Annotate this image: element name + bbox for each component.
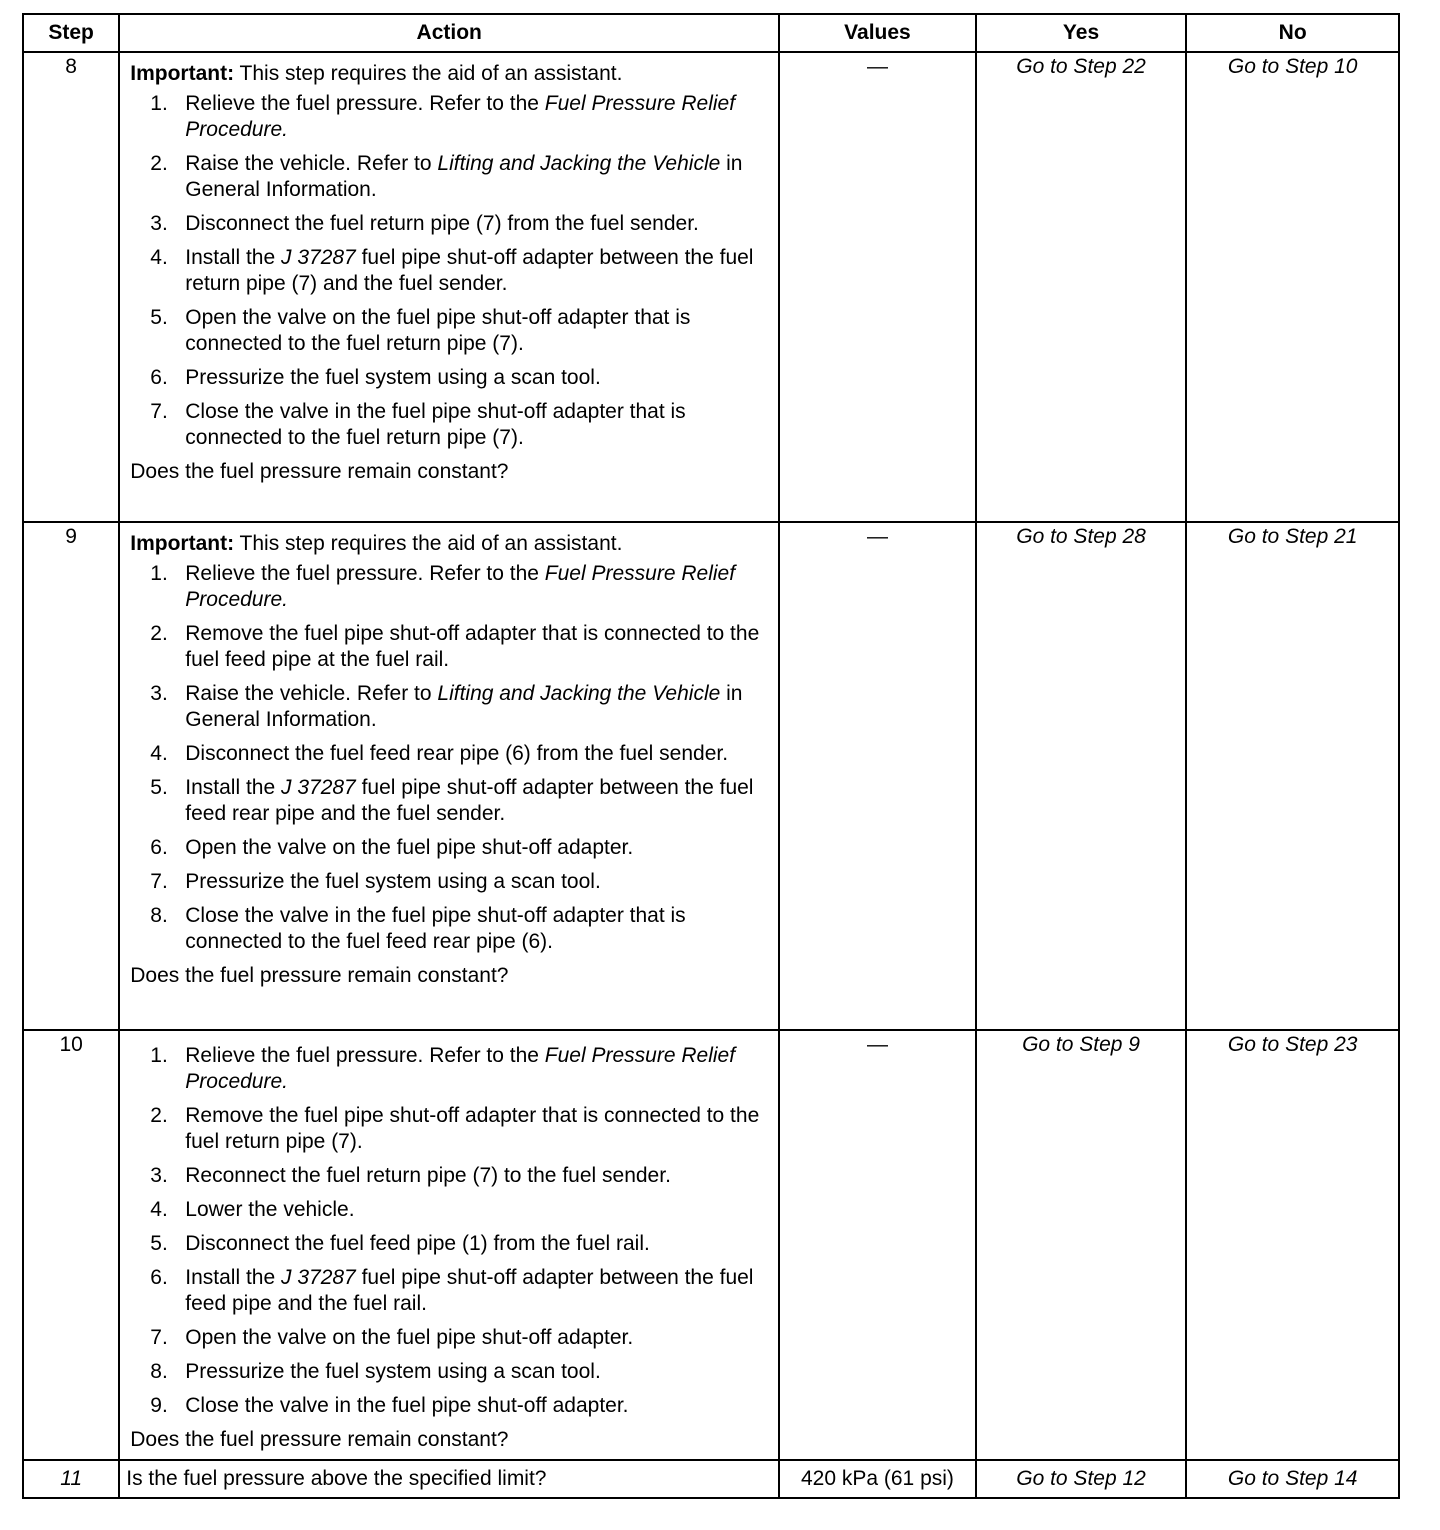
substep-text: in General Information. [185, 682, 743, 731]
substep-text: Relieve the fuel pressure. Refer to the [185, 1044, 545, 1067]
substep-text: Pressurize the fuel system using a scan tool. [185, 366, 601, 389]
substep-number: 7. [150, 1326, 168, 1349]
substep-list [130, 91, 768, 451]
substep-text: Relieve the fuel pressure. Refer to the [185, 562, 545, 585]
substep-number: 5. [150, 1232, 168, 1255]
substep-reference: Lifting and Jacking the Vehicle [437, 152, 721, 175]
header-action: Action [119, 14, 779, 52]
values-cell: — [779, 52, 976, 522]
substep [130, 1163, 768, 1189]
substep-number: 2. [150, 152, 168, 175]
substep-number: 3. [150, 682, 168, 705]
substep-number: 4. [150, 742, 168, 765]
table-row [23, 1460, 1399, 1498]
substep [130, 1265, 768, 1317]
substep-number: 1. [150, 92, 168, 115]
substep-number: 2. [150, 1104, 168, 1127]
substep-number: 7. [150, 870, 168, 893]
values-cell: — [779, 1030, 976, 1460]
values-cell: — [779, 522, 976, 1030]
step-number: 10 [23, 1030, 119, 1460]
substep-reference: Lifting and Jacking the Vehicle [437, 682, 721, 705]
substep-number: 7. [150, 400, 168, 423]
substep-number: 8. [150, 904, 168, 927]
substep-text: Relieve the fuel pressure. Refer to the [185, 92, 545, 115]
substep [130, 621, 768, 673]
substep-number: 6. [150, 836, 168, 859]
substep-number: 6. [150, 366, 168, 389]
table-row [23, 522, 1399, 1030]
substep [130, 903, 768, 955]
substep [130, 151, 768, 203]
substep [130, 1197, 768, 1223]
substep [130, 741, 768, 767]
substep-text: Disconnect the fuel feed rear pipe (6) from the fuel sender. [185, 742, 729, 765]
substep-text: Remove the fuel pipe shut-off adapter that is connected to the fuel feed pipe at the fuel rail. [185, 622, 760, 671]
question: Does the fuel pressure remain constant? [130, 964, 509, 987]
action-cell [119, 1030, 779, 1460]
header-values: Values [779, 14, 976, 52]
substep [130, 1359, 768, 1385]
yes-cell: Go to Step 28 [976, 522, 1187, 1030]
substep-text: Lower the vehicle. [185, 1198, 355, 1221]
step-number: 8 [23, 52, 119, 522]
diagnostic-table [22, 13, 1400, 1499]
substep-reference: J 37287 [281, 776, 356, 799]
step-number: 11 [23, 1460, 119, 1498]
header-no: No [1186, 14, 1399, 52]
substep-list [130, 561, 768, 955]
table-header-row [23, 14, 1399, 52]
yes-cell: Go to Step 12 [976, 1460, 1187, 1498]
substep-reference: J 37287 [281, 246, 356, 269]
substep-text: Raise the vehicle. Refer to [185, 152, 438, 175]
substep-text: Reconnect the fuel return pipe (7) to the fuel sender. [185, 1164, 671, 1187]
substep-number: 6. [150, 1266, 168, 1289]
action-cell [119, 522, 779, 1030]
substep-number: 5. [150, 776, 168, 799]
substep-number: 1. [150, 562, 168, 585]
substep [130, 305, 768, 357]
action-cell [119, 52, 779, 522]
substep-text: Install the [185, 246, 281, 269]
substep-text: Open the valve on the fuel pipe shut-off adapter. [185, 1326, 634, 1349]
substep-number: 5. [150, 306, 168, 329]
substep-text: fuel pipe shut-off adapter between the fuel feed pipe and the fuel rail. [185, 1266, 754, 1315]
substep [130, 869, 768, 895]
step-number: 9 [23, 522, 119, 1030]
yes-cell: Go to Step 22 [976, 52, 1187, 522]
important-note [130, 531, 768, 557]
substep-number: 2. [150, 622, 168, 645]
substep-text: Close the valve in the fuel pipe shut-off adapter. [185, 1394, 629, 1417]
substep-number: 4. [150, 246, 168, 269]
substep-number: 1. [150, 1044, 168, 1067]
yes-cell: Go to Step 9 [976, 1030, 1187, 1460]
substep-reference: Fuel Pressure Relief Procedure. [185, 562, 736, 611]
substep-text: Open the valve on the fuel pipe shut-off adapter that is connected to the fuel return pipe (7). [185, 306, 691, 355]
substep [130, 775, 768, 827]
question: Does the fuel pressure remain constant? [130, 460, 509, 483]
values-cell: 420 kPa (61 psi) [779, 1460, 976, 1498]
substep-text: fuel pipe shut-off adapter between the fuel feed rear pipe and the fuel sender. [185, 776, 754, 825]
substep-text: Close the valve in the fuel pipe shut-off adapter that is connected to the fuel return pipe (7). [185, 400, 686, 449]
no-cell: Go to Step 23 [1186, 1030, 1399, 1460]
substep-reference: Fuel Pressure Relief Procedure. [185, 92, 736, 141]
substep [130, 399, 768, 451]
substep [130, 245, 768, 297]
substep-text: Pressurize the fuel system using a scan tool. [185, 870, 601, 893]
important-text: This step requires the aid of an assistant. [234, 532, 623, 555]
substep-text: Raise the vehicle. Refer to [185, 682, 438, 705]
no-cell: Go to Step 21 [1186, 522, 1399, 1030]
substep [130, 1043, 768, 1095]
substep [130, 561, 768, 613]
important-text: This step requires the aid of an assistant. [234, 62, 623, 85]
substep [130, 91, 768, 143]
substep [130, 211, 768, 237]
substep-number: 4. [150, 1198, 168, 1221]
substep-text: Disconnect the fuel return pipe (7) from the fuel sender. [185, 212, 699, 235]
question: Is the fuel pressure above the specified limit? [119, 1460, 779, 1498]
table-row [23, 1030, 1399, 1460]
substep-reference: Fuel Pressure Relief Procedure. [185, 1044, 736, 1093]
question: Does the fuel pressure remain constant? [130, 1428, 509, 1451]
substep [130, 681, 768, 733]
header-step: Step [23, 14, 119, 52]
table-row [23, 52, 1399, 522]
no-cell: Go to Step 14 [1186, 1460, 1399, 1498]
substep-text: Close the valve in the fuel pipe shut-off adapter that is connected to the fuel feed rear pipe (6). [185, 904, 686, 953]
substep-number: 3. [150, 1164, 168, 1187]
substep-number: 9. [150, 1394, 168, 1417]
substep-list [130, 1043, 768, 1419]
substep [130, 365, 768, 391]
no-cell: Go to Step 10 [1186, 52, 1399, 522]
substep-text: in General Information. [185, 152, 743, 201]
important-note [130, 61, 768, 87]
substep [130, 1325, 768, 1351]
substep [130, 1231, 768, 1257]
substep-text: Install the [185, 776, 281, 799]
substep [130, 1393, 768, 1419]
substep [130, 1103, 768, 1155]
substep-text: Pressurize the fuel system using a scan tool. [185, 1360, 601, 1383]
substep-text: fuel pipe shut-off adapter between the fuel return pipe (7) and the fuel sender. [185, 246, 754, 295]
important-label: Important: [130, 532, 235, 555]
substep-text: Open the valve on the fuel pipe shut-off adapter. [185, 836, 634, 859]
substep-text: Install the [185, 1266, 281, 1289]
substep-number: 3. [150, 212, 168, 235]
substep-number: 8. [150, 1360, 168, 1383]
substep-reference: J 37287 [281, 1266, 356, 1289]
header-yes: Yes [976, 14, 1187, 52]
important-label: Important: [130, 62, 235, 85]
substep-text: Remove the fuel pipe shut-off adapter that is connected to the fuel return pipe (7). [185, 1104, 760, 1153]
substep [130, 835, 768, 861]
substep-text: Disconnect the fuel feed pipe (1) from the fuel rail. [185, 1232, 650, 1255]
